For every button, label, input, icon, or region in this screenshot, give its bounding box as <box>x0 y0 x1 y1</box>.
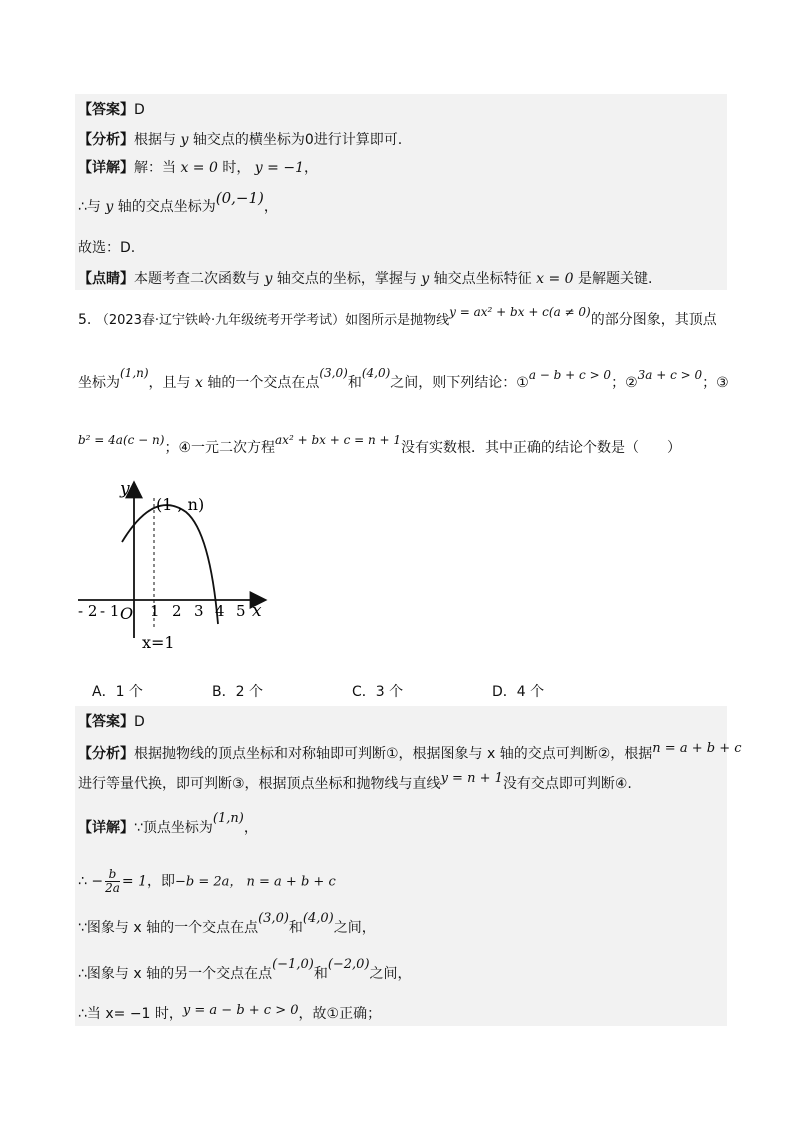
vertex-coord: (1,n) <box>212 811 244 826</box>
step-text: ∴ <box>78 873 92 890</box>
tick-label: 1 <box>150 602 160 620</box>
option-c: C．3 个 <box>352 684 404 700</box>
point-neg1-0: (−1,0) <box>272 957 314 972</box>
analysis-tag: 【分析】 <box>78 132 134 148</box>
answer-line <box>78 100 145 120</box>
step-line-1: ∴ − $\frac{b}{2a}$ = 1，即−b = 2a， n = a + b + c <box>78 867 336 895</box>
origin-label: O <box>120 604 134 623</box>
analysis-text: 根据抛物线的顶点坐标和对称轴即可判断①，根据图象与 x 轴的交点可判断②，根据 <box>134 746 653 762</box>
symmetry-label: x=1 <box>142 633 175 652</box>
step-text: ，故①正确； <box>298 1006 382 1022</box>
fraction <box>105 868 120 895</box>
question-number: 5. <box>78 312 92 328</box>
step-text: ∴当 x= −1 时， <box>78 1006 183 1022</box>
step-text: 之间， <box>369 966 412 982</box>
math-y-value: y = a − b + c > 0 <box>182 1003 299 1018</box>
conclusion-2: 3a + c > 0 <box>637 368 703 382</box>
math-x-eq-0: x = 0 <box>536 271 574 287</box>
math-x: x <box>195 375 203 391</box>
conclusion-4: ax² + bx + c = n + 1 <box>275 433 402 447</box>
question-line-3 <box>78 433 682 458</box>
math-point: (0,−1) <box>215 189 264 207</box>
tick-label: 3 <box>194 602 204 620</box>
therefore-text-2: 轴的交点坐标为 <box>113 199 216 215</box>
therefore-text: ∴与 <box>78 199 106 215</box>
analysis-line <box>78 130 402 150</box>
y-axis-label: y <box>120 479 130 499</box>
point-3-0: (3,0) <box>258 911 289 926</box>
q-text: ；③ <box>702 375 729 391</box>
math-b: −b = 2a <box>174 874 230 890</box>
fraction-numerator: b <box>105 868 120 882</box>
math-n: ， n = a + b + c <box>229 874 336 890</box>
point-text-2: 轴交点的坐标，掌握与 <box>272 271 422 287</box>
point-4-0: (4,0) <box>361 366 391 380</box>
math-y: y <box>105 199 114 215</box>
point-end: 是解题关键. <box>573 271 653 287</box>
step-text: ，即 <box>146 873 175 890</box>
step-text: ∵图象与 x 轴的一个交点在点 <box>78 920 259 936</box>
detail-tag: 【详解】 <box>78 160 134 176</box>
tick-label: 2 <box>172 602 182 620</box>
detail-end: ， <box>303 160 318 176</box>
answer-tag: 【答案】 <box>78 102 134 118</box>
point-line <box>78 269 652 289</box>
detail-text: ∵顶点坐标为 <box>134 820 213 836</box>
tick-label: 4 <box>215 602 225 620</box>
tick-label: - 2 <box>78 602 98 620</box>
step-text: 和 <box>288 920 303 936</box>
q-text: 轴的一个交点在点 <box>202 375 320 391</box>
vertex-coord: (1,n) <box>120 366 149 380</box>
tick-label: 5 <box>236 602 246 620</box>
q-text: ；④一元二次方程 <box>164 440 276 456</box>
detail-text: ， <box>243 820 258 836</box>
point-3-0: (3,0) <box>319 366 348 380</box>
math-line: y = n + 1 <box>440 771 503 786</box>
q-text: 之间，则下列结论：① <box>390 375 529 391</box>
detail-text-2: 时， <box>217 160 255 176</box>
analysis-line-2a <box>78 741 742 765</box>
analysis-text: 根据与 <box>134 132 181 148</box>
step-text: 和 <box>313 966 328 982</box>
math-y: y <box>264 271 273 287</box>
detail-line <box>78 158 318 178</box>
analysis-line-2b <box>78 771 632 795</box>
question-text-1: 的部分图象，其顶点 <box>590 312 717 328</box>
conclusion-1: a − b + c > 0 <box>528 368 612 382</box>
point-neg2-0: (−2,0) <box>327 957 370 972</box>
tick-label: - 1 <box>100 602 120 620</box>
q-text: 和 <box>347 375 362 391</box>
step-line-4 <box>78 1004 381 1025</box>
math-y-eq: y = −1 <box>254 160 304 176</box>
q-text: 坐标为 <box>78 375 120 391</box>
analysis-text: 进行等量代换，即可判断③，根据顶点坐标和抛物线与直线 <box>78 776 441 792</box>
point-text-3: 轴交点坐标特征 <box>429 271 537 287</box>
analysis-text: 没有交点即可判断④. <box>502 776 632 792</box>
parabola-equation: y = ax² + bx + c(a ≠ 0) <box>449 305 591 319</box>
detail-text: 解：当 <box>134 160 181 176</box>
question-line-1 <box>78 305 717 331</box>
math-y-2: y <box>421 271 430 287</box>
analysis-text-2: 轴交点的横坐标为0进行计算即可. <box>188 132 403 148</box>
math-x-eq-0: x = 0 <box>180 160 218 176</box>
answer-line-2 <box>78 712 145 732</box>
answer-value: D <box>134 102 145 118</box>
parabola-graph <box>72 472 292 652</box>
step-line-2 <box>78 911 376 939</box>
q-text: 没有实数根．其中正确的结论个数是（ ） <box>401 440 682 456</box>
detail-tag: 【详解】 <box>78 820 134 836</box>
therefore-end: ， <box>263 199 278 215</box>
math-n-eq: n = a + b + c <box>652 741 742 756</box>
point-text: 本题考查二次函数与 <box>134 271 265 287</box>
question-source: （2023春·辽宁铁岭·九年级统考开学考试）如图所示是抛物线 <box>95 313 450 328</box>
vertex-label: (1 , n) <box>156 495 205 514</box>
answer-value: D <box>134 714 145 730</box>
parabola-curve <box>122 505 218 624</box>
question-line-2 <box>78 366 729 393</box>
q-text: ；② <box>611 375 638 391</box>
point-tag: 【点睛】 <box>78 271 134 287</box>
step-text: ∴图象与 x 轴的另一个交点在点 <box>78 966 273 982</box>
conclusion-3: b² = 4a(c − n) <box>78 433 165 447</box>
analysis-tag: 【分析】 <box>78 746 134 762</box>
math-y: y <box>180 132 189 148</box>
choose-line: 故选：D. <box>78 240 136 256</box>
answer-block-4 <box>75 94 727 290</box>
option-d: D．4 个 <box>492 684 545 700</box>
detail-line-2 <box>78 811 258 839</box>
point-4-0: (4,0) <box>302 911 334 926</box>
step-text: 之间， <box>333 920 376 936</box>
q-text: ，且与 <box>148 375 195 391</box>
x-axis-label: x <box>252 601 262 621</box>
option-a: A．1 个 <box>92 684 143 700</box>
math-eq: = 1 <box>121 873 147 890</box>
therefore-line <box>78 189 278 217</box>
answer-tag: 【答案】 <box>78 714 134 730</box>
fraction-denominator: 2a <box>105 881 120 895</box>
step-line-3 <box>78 957 412 985</box>
option-b: B．2 个 <box>212 684 263 700</box>
